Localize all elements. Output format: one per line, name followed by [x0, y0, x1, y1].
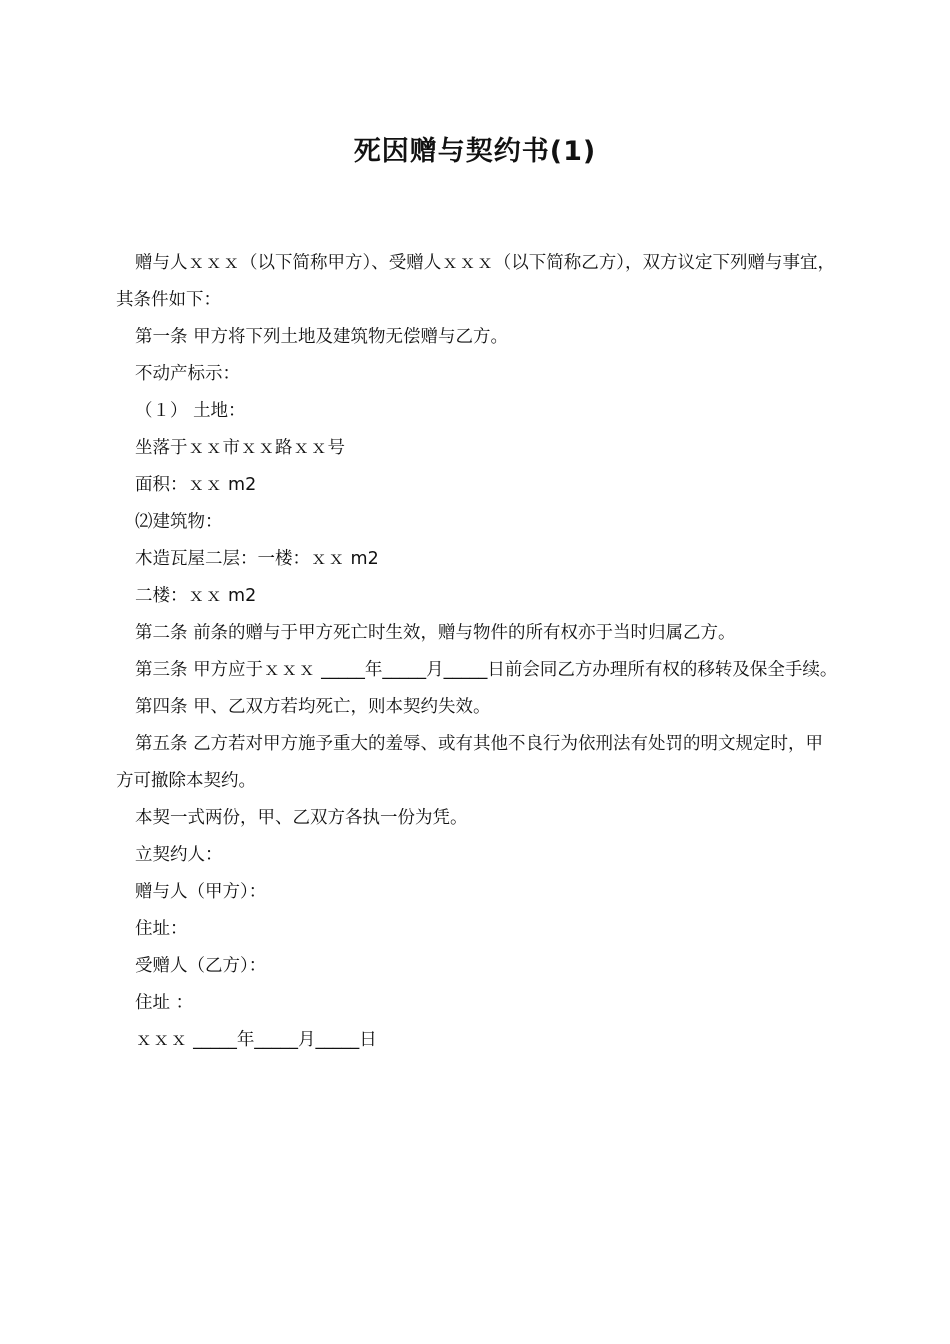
paragraph-article-3: 第三条 甲方应于ｘｘｘ _____年_____月_____日前会同乙方办理所有权的移转及保全手续。	[135, 660, 838, 680]
document-title: 死因赠与契约书(1)	[353, 136, 597, 167]
paragraph-article-4: 第四条 甲、乙双方若均死亡，则本契约失效。	[135, 697, 491, 717]
paragraph-building-label: ⑵建筑物：	[135, 512, 223, 532]
paragraph-donor: 赠与人（甲方）：	[135, 882, 267, 902]
paragraph-article-2: 第二条 前条的赠与于甲方死亡时生效，赠与物件的所有权亦于当时归属乙方。	[135, 623, 736, 643]
paragraph-copies: 本契一式两份，甲、乙双方各执一份为凭。	[135, 808, 468, 828]
paragraph-property-label: 不动产标示：	[135, 364, 240, 384]
paragraph-donee: 受赠人（乙方）：	[135, 956, 267, 976]
paragraph-building-floor-1: 木造瓦屋二层：一楼：ｘｘ m2	[135, 549, 379, 569]
paragraph-building-floor-2: 二楼：ｘｘ m2	[135, 586, 257, 606]
paragraph-donor-address: 住址：	[135, 919, 188, 939]
paragraph-donee-address: 住址 ：	[135, 993, 194, 1013]
paragraph-article-1: 第一条 甲方将下列土地及建筑物无偿赠与乙方。	[135, 327, 509, 347]
paragraph-signatories-label: 立契约人：	[135, 845, 223, 865]
paragraph-signing-date: ｘｘｘ _____年_____月_____日	[135, 1030, 377, 1050]
document-body	[116, 245, 840, 1059]
paragraph-land-label: （１） 土地：	[135, 401, 246, 421]
paragraph-article-5: 第五条 乙方若对甲方施予重大的羞辱、或有其他不良行为依刑法有处罚的明文规定时，甲方可撤除本契约。	[116, 734, 824, 791]
paragraph-land-location: 坐落于ｘｘ市ｘｘ路ｘｘ号	[135, 438, 345, 458]
paragraph-land-area: 面积：ｘｘ m2	[135, 475, 257, 495]
paragraph-intro: 赠与人ｘｘｘ（以下简称甲方）、受赠人ｘｘｘ（以下简称乙方），双方议定下列赠与事宜，其条件如下：	[116, 253, 835, 310]
